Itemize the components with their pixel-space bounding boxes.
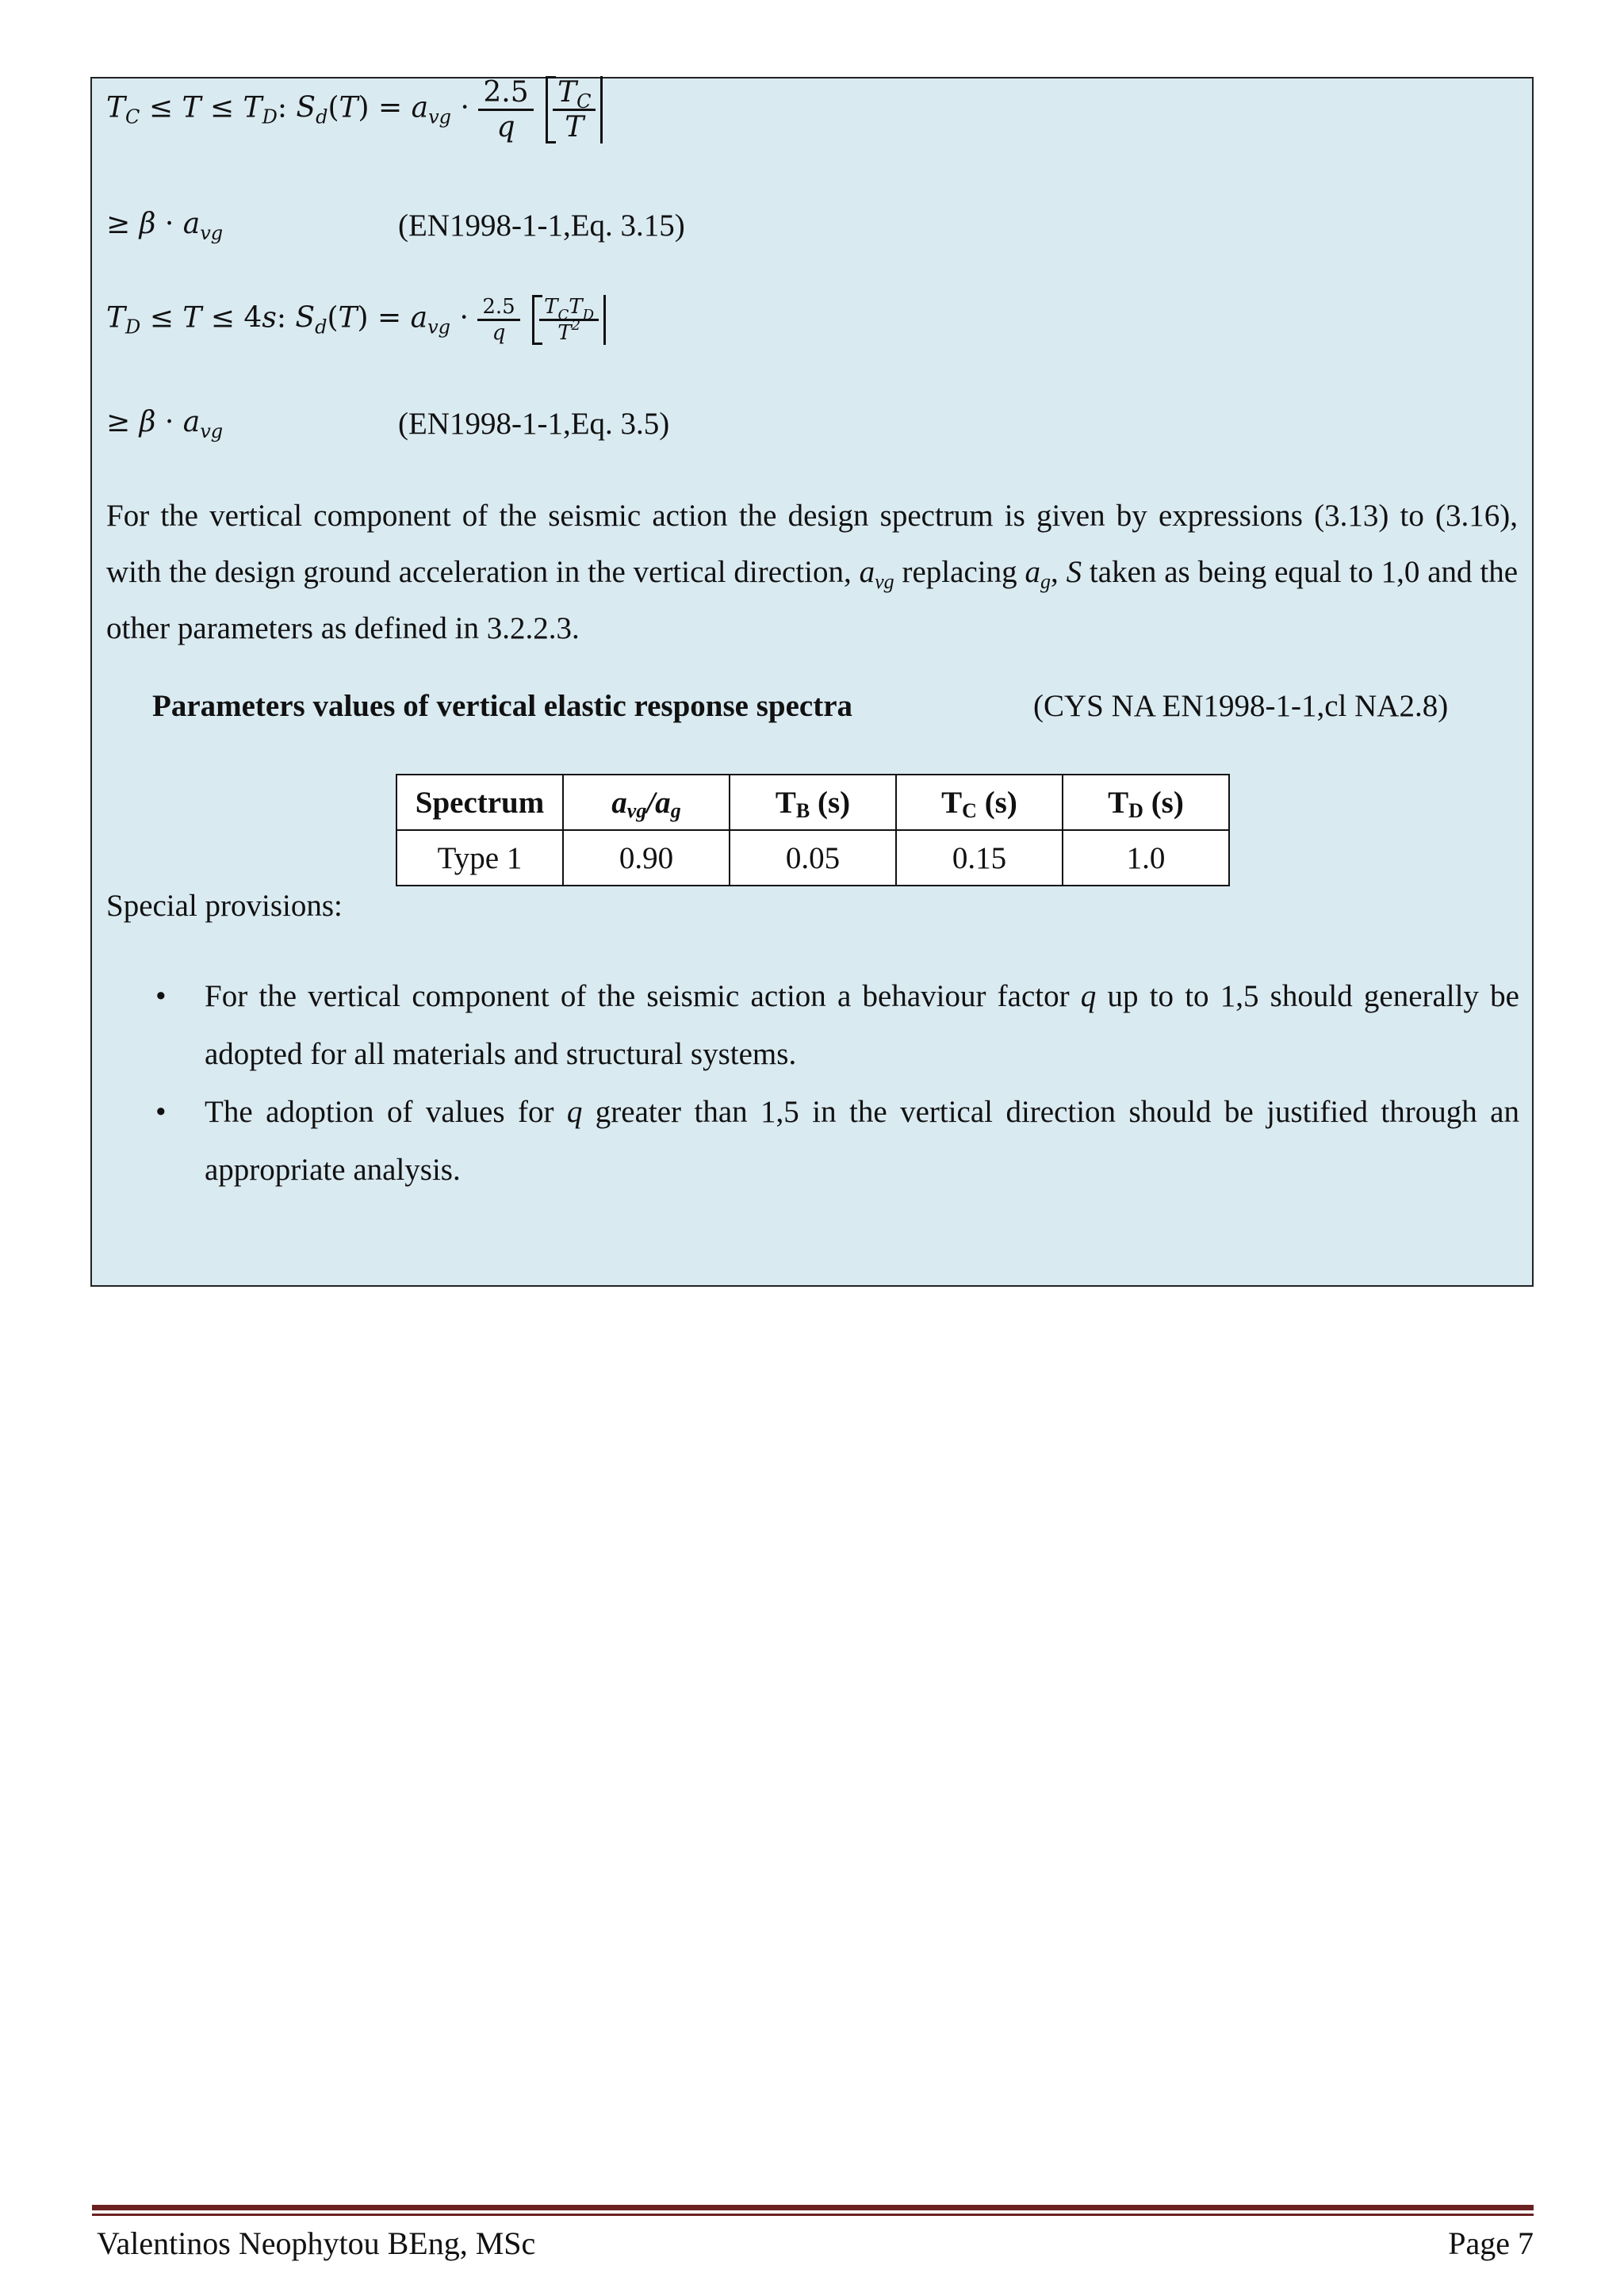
bracket-tc-over-t: $\frac{T_C}{T}$ (546, 76, 603, 144)
cell-tc: 0.15 (896, 830, 1063, 886)
header-avg-ag: $a_{vg}/a_g$ (563, 775, 730, 830)
cell-spectrum: Type 1 (396, 830, 563, 886)
equation-ref-3-5: (EN1998-1-1,Eq. 3.5) (398, 407, 670, 441)
footer-rule (92, 2205, 1534, 2210)
header-tc: $T_C$ (s) (896, 775, 1063, 830)
header-td: $T_D$ (s) (1063, 775, 1229, 830)
header-tb: $T_B$ (s) (730, 775, 896, 830)
table-header-row (396, 775, 1229, 830)
inequality-beta-avg-2: ≥ $\beta \cdot a_{vg}$ (106, 406, 224, 442)
vertical-component-paragraph: For the vertical component of the seismic action the design spectrum is given by expressions (3.13) to (3.16), with the design ground acceleration in the vertical direction, $a_{vg}$ replacing $a_g$, S taken as being equal to 1,0 and the other parameters as defined in 3.2.2.3. (106, 499, 1519, 645)
parameters-title: Parameters values of vertical elastic response spectra (152, 689, 853, 723)
fraction-2-5-over-q: $\frac{2.5}{q}$ (478, 76, 533, 144)
bullet-icon: • (155, 1095, 167, 1129)
list-item: • For the vertical component of the seismic action a behaviour factor q up to to 1,5 should generally be adopted for all materials and structural systems. (155, 967, 1519, 1083)
list-item: • The adoption of values for q greater than 1,5 in the vertical direction should be justified through an appropriate analysis. (155, 1083, 1519, 1199)
special-provisions-label: Special provisions: (106, 889, 343, 923)
fraction-2-5-over-q-small: $\frac{2.5}{q}$ (477, 295, 519, 345)
bullet-icon: • (155, 979, 167, 1013)
parameters-reference: (CYS NA EN1998-1-1,cl NA2.8) (1033, 689, 1449, 723)
cell-tb: 0.05 (730, 830, 896, 886)
footer-author: Valentinos Neophytou BEng, MSc (97, 2225, 536, 2261)
cell-avg-ag: 0.90 (563, 830, 730, 886)
cell-td: 1.0 (1063, 830, 1229, 886)
inequality-beta-avg-1: ≥ $\beta \cdot a_{vg}$ (106, 208, 224, 244)
footer-page-number: Page 7 (1448, 2225, 1534, 2261)
table-row (396, 830, 1229, 886)
equation-tc-td: $T_C \le T \le T_D$: $S_d(T) = a_{vg}$ · $\frac{2.5}{q}$ $\frac{T_C}{T}$ (106, 76, 603, 144)
header-spectrum: Spectrum (396, 775, 563, 830)
special-provisions-list (155, 967, 1519, 1199)
spectrum-parameters-table (396, 774, 1230, 886)
footer-rule-thin (92, 2214, 1534, 2216)
equation-ref-3-15: (EN1998-1-1,Eq. 3.15) (398, 209, 685, 243)
bracket-tctd-over-t2: $\frac{T_CT_D}{T^2}$ (532, 295, 606, 345)
equation-td-4s: $T_D \le T \le 4s$: $S_d(T) = a_{vg}$ · $\frac{2.5}{q}$ $\frac{T_CT_D}{T^2}$ (106, 295, 606, 345)
